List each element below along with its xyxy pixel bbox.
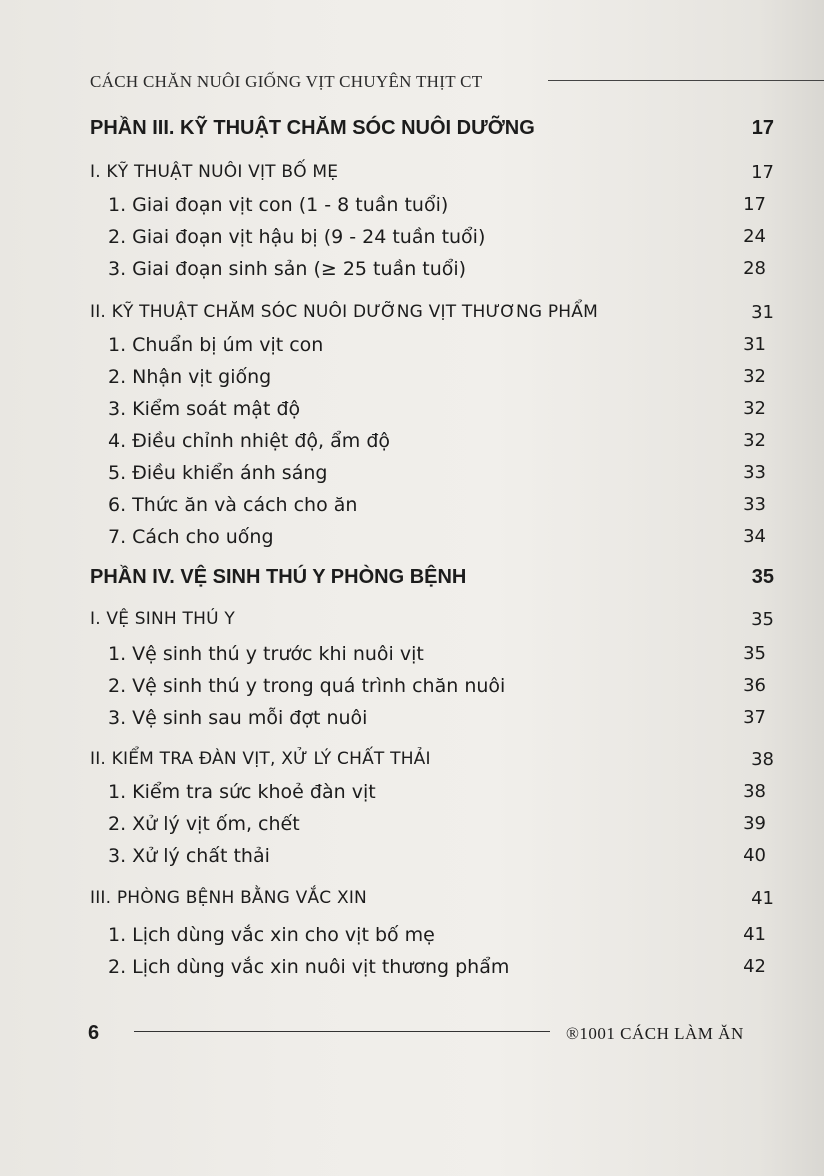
toc-entry-page: 28 (743, 258, 766, 279)
toc-entry-title: 5. Điều khiển ánh sáng (108, 462, 328, 484)
toc-entry-title: II. KỸ THUẬT CHĂM SÓC NUÔI DƯỠNG VỊT THƯƠNG PHẨM (90, 302, 598, 322)
header-rule (548, 80, 824, 81)
footer-brand: ®1001 CÁCH LÀM ĂN (566, 1024, 744, 1043)
toc-item-row (108, 924, 766, 958)
toc-entry-title: I. VỆ SINH THÚ Y (90, 609, 235, 629)
toc-entry-title: III. PHÒNG BỆNH BẰNG VẮC XIN (90, 888, 367, 908)
toc-entry-page: 31 (743, 334, 766, 355)
toc-entry-title: 3. Vệ sinh sau mỗi đợt nuôi (108, 707, 368, 729)
toc-entry-page: 31 (751, 302, 774, 323)
toc-item-row (108, 334, 766, 368)
toc-entry-title: 1. Kiểm tra sức khoẻ đàn vịt (108, 781, 376, 803)
toc-item-row (108, 430, 766, 464)
toc-entry-page: 17 (743, 194, 766, 215)
toc-entry-page: 41 (743, 924, 766, 945)
toc-entry-title: 6. Thức ăn và cách cho ăn (108, 494, 358, 516)
toc-item-row (108, 643, 766, 677)
toc-entry-title: 3. Giai đoạn sinh sản (≥ 25 tuần tuổi) (108, 258, 467, 280)
toc-section-row (90, 749, 774, 783)
toc-item-row (108, 494, 766, 528)
toc-entry-title: 4. Điều chỉnh nhiệt độ, ẩm độ (108, 430, 391, 452)
toc-item-row (108, 956, 766, 990)
toc-entry-page: 39 (743, 813, 766, 834)
toc-item-row (108, 258, 766, 292)
toc-entry-title: 3. Xử lý chất thải (108, 845, 270, 867)
toc-section-row (90, 609, 774, 643)
toc-item-row (108, 781, 766, 815)
toc-entry-page: 35 (751, 566, 774, 588)
toc-part-row (90, 566, 774, 600)
toc-entry-page: 24 (743, 226, 766, 247)
toc-entry-title: 3. Kiểm soát mật độ (108, 398, 301, 420)
toc-section-row (90, 162, 774, 196)
toc-entry-page: 40 (743, 845, 766, 866)
toc-entry-title: PHẦN III. KỸ THUẬT CHĂM SÓC NUÔI DƯỠNG (90, 117, 535, 139)
toc-item-row (108, 194, 766, 228)
toc-entry-title: 7. Cách cho uống (108, 526, 274, 548)
toc-entry-page: 35 (751, 609, 774, 630)
toc-entry-page: 32 (743, 398, 766, 419)
toc-entry-page: 38 (751, 749, 774, 770)
toc-entry-title: PHẦN IV. VỆ SINH THÚ Y PHÒNG BỆNH (90, 566, 467, 588)
toc-item-row (108, 366, 766, 400)
toc-entry-title: 2. Xử lý vịt ốm, chết (108, 813, 300, 835)
toc-entry-page: 42 (743, 956, 766, 977)
toc-entry-page: 17 (751, 117, 774, 139)
toc-entry-page: 37 (743, 707, 766, 728)
toc-entry-page: 34 (743, 526, 766, 547)
toc-entry-page: 32 (743, 430, 766, 451)
toc-entry-page: 33 (743, 462, 766, 483)
toc-item-row (108, 845, 766, 879)
toc-section-row (90, 302, 774, 336)
toc-item-row (108, 813, 766, 847)
toc-entry-title: 1. Vệ sinh thú y trước khi nuôi vịt (108, 643, 424, 665)
toc-entry-title: 1. Lịch dùng vắc xin cho vịt bố mẹ (108, 924, 435, 946)
toc-entry-title: 1. Giai đoạn vịt con (1 - 8 tuần tuổi) (108, 194, 449, 216)
page-number: 6 (88, 1022, 100, 1044)
toc-item-row (108, 675, 766, 709)
toc-entry-title: 2. Nhận vịt giống (108, 366, 272, 388)
toc-entry-title: 1. Chuẩn bị úm vịt con (108, 334, 324, 356)
toc-entry-page: 35 (743, 643, 766, 664)
toc-item-row (108, 526, 766, 560)
toc-entry-page: 32 (743, 366, 766, 387)
toc-item-row (108, 398, 766, 432)
toc-entry-page: 38 (743, 781, 766, 802)
toc-part-row (90, 117, 774, 151)
toc-item-row (108, 462, 766, 496)
toc-item-row (108, 226, 766, 260)
toc-entry-page: 33 (743, 494, 766, 515)
toc-entry-page: 36 (743, 675, 766, 696)
toc-entry-title: II. KIỂM TRA ĐÀN VỊT, XỬ LÝ CHẤT THẢI (90, 749, 431, 769)
toc-entry-title: 2. Giai đoạn vịt hậu bị (9 - 24 tuần tuổi) (108, 226, 486, 248)
toc-entry-title: 2. Vệ sinh thú y trong quá trình chăn nuôi (108, 675, 506, 697)
toc-item-row (108, 707, 766, 741)
footer-rule (134, 1031, 550, 1032)
toc-entry-title: I. KỸ THUẬT NUÔI VỊT BỐ MẸ (90, 162, 339, 182)
toc-entry-page: 41 (751, 888, 774, 909)
toc-entry-title: 2. Lịch dùng vắc xin nuôi vịt thương phẩm (108, 956, 510, 978)
running-head: CÁCH CHĂN NUÔI GIỐNG VỊT CHUYÊN THỊT CT (90, 72, 483, 91)
toc-entry-page: 17 (751, 162, 774, 183)
toc-section-row (90, 888, 774, 922)
